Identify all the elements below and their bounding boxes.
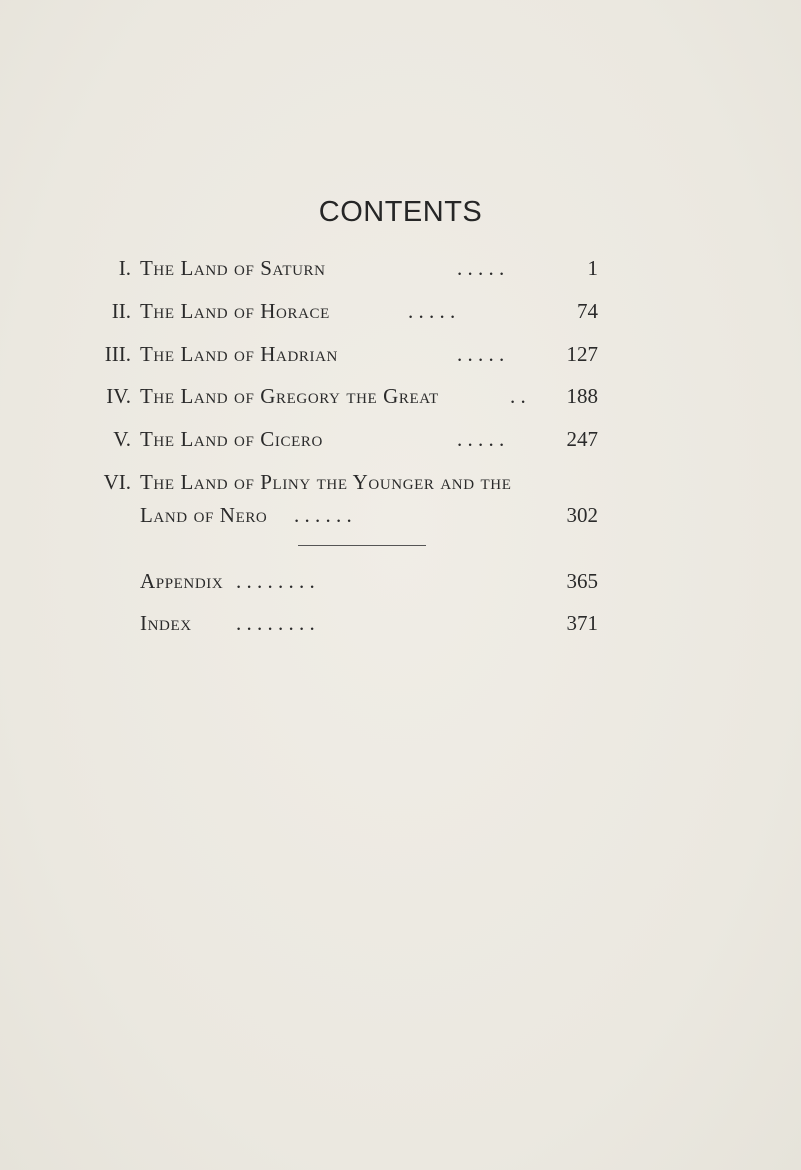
back-matter-title: Appendix bbox=[140, 569, 224, 593]
chapter-title: The Land of Saturn bbox=[140, 256, 326, 280]
toc-entry-index bbox=[0, 608, 801, 638]
toc-entry-5 bbox=[0, 424, 801, 454]
page-number: 188 bbox=[566, 384, 598, 408]
toc-entry-2 bbox=[0, 296, 801, 326]
chapter-numeral: II. bbox=[111, 299, 131, 323]
page-number: 371 bbox=[566, 611, 598, 635]
leader-dots: . . . . . bbox=[457, 427, 505, 451]
back-matter-title: Index bbox=[140, 611, 192, 635]
chapter-numeral: IV. bbox=[106, 384, 131, 408]
page-number: 127 bbox=[566, 342, 598, 366]
chapter-title-continuation: Land of Nero bbox=[140, 503, 268, 527]
page-number: 247 bbox=[566, 427, 598, 451]
page-number: 74 bbox=[577, 299, 598, 323]
toc-entry-6 bbox=[0, 467, 801, 497]
page-number: 365 bbox=[566, 569, 598, 593]
toc-entry-appendix bbox=[0, 566, 801, 596]
chapter-title: The Land of Hadrian bbox=[140, 342, 338, 366]
leader-dots: . . bbox=[510, 384, 526, 408]
chapter-title: The Land of Pliny the Younger and the bbox=[140, 470, 512, 494]
chapter-numeral: VI. bbox=[103, 470, 131, 494]
page-number: 302 bbox=[566, 503, 598, 527]
chapter-numeral: V. bbox=[113, 427, 131, 451]
page-title: CONTENTS bbox=[318, 196, 483, 228]
leader-dots: . . . . . . . . bbox=[236, 569, 315, 593]
leader-dots: . . . . . . . . bbox=[236, 611, 315, 635]
chapter-numeral: III. bbox=[104, 342, 131, 366]
toc-entry-6-continuation bbox=[0, 500, 801, 530]
chapter-title: The Land of Gregory the Great bbox=[140, 384, 439, 408]
chapter-numeral: I. bbox=[118, 256, 131, 280]
leader-dots: . . . . . . bbox=[294, 503, 352, 527]
page-number: 1 bbox=[587, 256, 598, 280]
leader-dots: . . . . . bbox=[457, 342, 505, 366]
section-divider bbox=[298, 545, 426, 546]
chapter-title: The Land of Horace bbox=[140, 299, 330, 323]
leader-dots: . . . . . bbox=[408, 299, 456, 323]
toc-entry-4 bbox=[0, 381, 801, 411]
leader-dots: . . . . . bbox=[457, 256, 505, 280]
chapter-title: The Land of Cicero bbox=[140, 427, 323, 451]
toc-entry-1 bbox=[0, 253, 801, 283]
toc-entry-3 bbox=[0, 339, 801, 369]
